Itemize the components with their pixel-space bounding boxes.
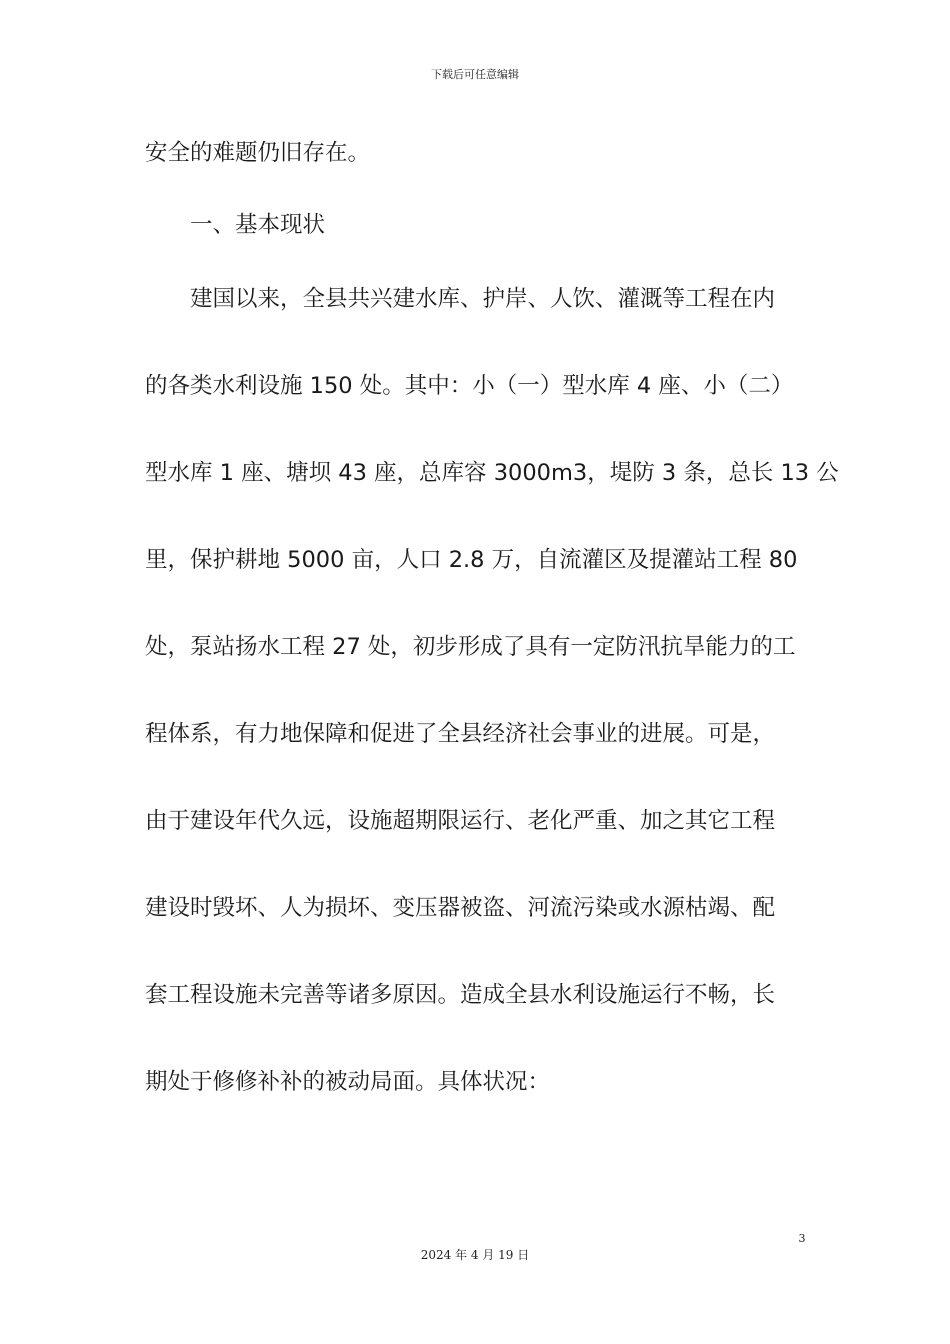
section-heading: 一、基本现状 (190, 212, 326, 238)
footer-date: 2024 年 4 月 19 日 (420, 1248, 530, 1262)
body-line: 建设时毁坏、人为损坏、变压器被盗、河流污染或水源枯竭、配 (145, 895, 776, 921)
body-line: 里，保护耕地 5000 亩，人口 2.8 万，自流灌区及提灌站工程 80 (145, 547, 798, 573)
page-number: 3 (798, 1232, 806, 1245)
body-line: 套工程设施未完善等诸多原因。造成全县水利设施运行不畅，长 (145, 982, 776, 1008)
body-line: 建国以来，全县共兴建水库、护岸、人饮、灌溉等工程在内 (190, 286, 776, 312)
body-line: 型水库 1 座、塘坝 43 座，总库容 3000m3，堤防 3 条，总长 13 公 (145, 460, 839, 486)
body-line: 的各类水利设施 150 处。其中：小（一）型水库 4 座、小（二） (145, 373, 794, 399)
page-header: 下载后可任意编辑 (431, 68, 519, 81)
body-line: 处，泵站扬水工程 27 处，初步形成了具有一定防汛抗旱能力的工 (145, 634, 796, 660)
body-line: 期处于修修补补的被动局面。具体状况： (145, 1069, 551, 1095)
body-line: 程体系，有力地保障和促进了全县经济社会事业的进展。可是， (145, 721, 776, 747)
body-line: 安全的难题仍旧存在。 (145, 140, 371, 166)
body-line: 由于建设年代久远，设施超期限运行、老化严重、加之其它工程 (145, 808, 776, 834)
